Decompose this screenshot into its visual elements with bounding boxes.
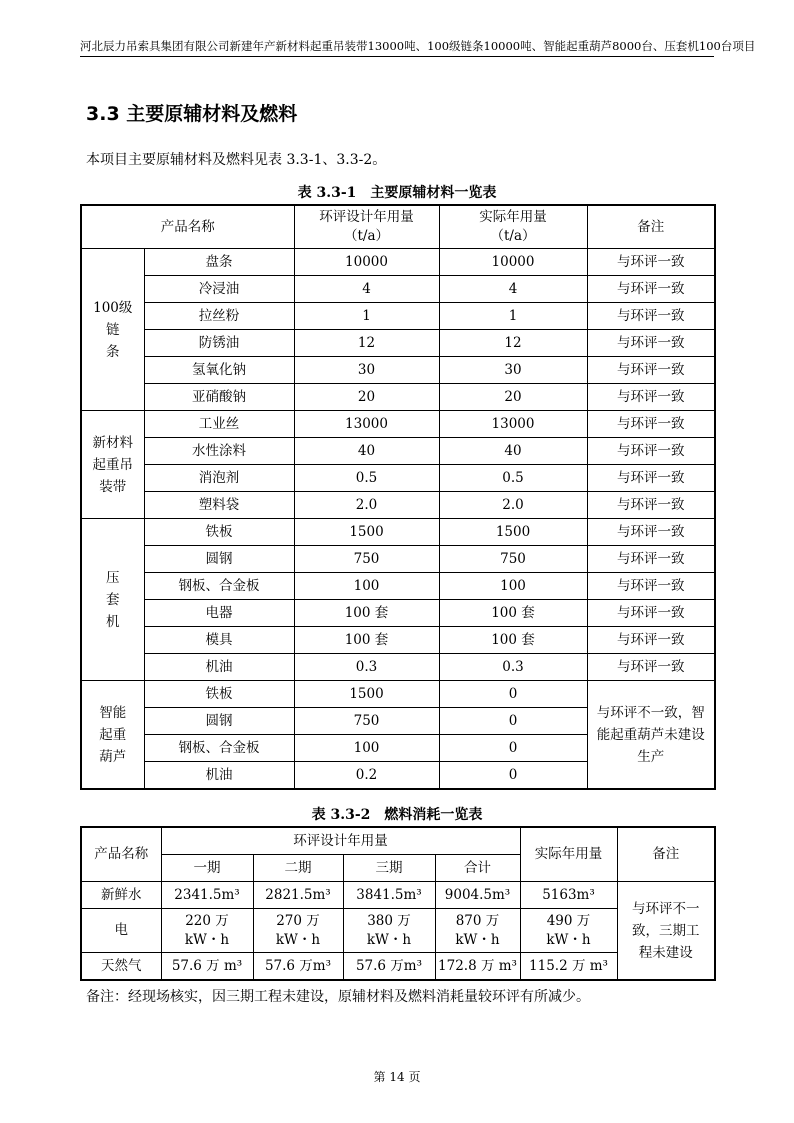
actual-usage: 10000 <box>439 249 587 276</box>
group-name: 智能 起重 葫芦 <box>81 681 144 790</box>
eia-usage: 40 <box>294 438 439 465</box>
fuel-name: 天然气 <box>81 953 161 981</box>
table-row <box>81 465 715 492</box>
material-name: 模具 <box>144 627 294 654</box>
t2-header-eia: 环评设计年用量 <box>161 827 520 855</box>
actual-usage: 13000 <box>439 411 587 438</box>
table2-caption: 表 3.3-2 燃料消耗一览表 <box>311 807 483 823</box>
group-name: 100级 链 条 <box>81 249 144 411</box>
actual-usage: 30 <box>439 357 587 384</box>
material-name: 铁板 <box>144 681 294 708</box>
table-row <box>81 357 715 384</box>
phase3-usage: 3841.5m³ <box>343 882 435 909</box>
eia-usage: 4 <box>294 276 439 303</box>
remark: 与环评一致 <box>587 276 715 303</box>
material-name: 工业丝 <box>144 411 294 438</box>
material-name: 防锈油 <box>144 330 294 357</box>
header-remark: 备注 <box>587 205 715 249</box>
remark: 与环评一致 <box>587 249 715 276</box>
table-row <box>81 276 715 303</box>
fuel-name: 电 <box>81 909 161 953</box>
header-product: 产品名称 <box>81 205 294 249</box>
t2-header-total: 合计 <box>435 855 520 882</box>
eia-usage: 0.3 <box>294 654 439 681</box>
phase3-usage: 57.6 万m³ <box>343 953 435 981</box>
eia-usage: 20 <box>294 384 439 411</box>
table-row <box>81 600 715 627</box>
material-name: 拉丝粉 <box>144 303 294 330</box>
actual-usage: 2.0 <box>439 492 587 519</box>
remark: 与环评一致 <box>587 411 715 438</box>
material-name: 塑料袋 <box>144 492 294 519</box>
material-name: 机油 <box>144 762 294 790</box>
table-row <box>81 681 715 708</box>
phase1-usage: 57.6 万 m³ <box>161 953 253 981</box>
remark: 与环评一致 <box>587 330 715 357</box>
t2-header-product: 产品名称 <box>81 827 161 882</box>
raw-materials-table <box>80 204 716 790</box>
total-usage: 172.8 万 m³ <box>435 953 520 981</box>
actual-usage: 750 <box>439 546 587 573</box>
eia-usage: 30 <box>294 357 439 384</box>
page-header: 河北辰力吊索具集团有限公司新建年产新材料起重吊装带13000吨、100级链条10000吨、智能起重葫芦8000台、压套机100台项目 <box>80 36 714 57</box>
eia-usage: 750 <box>294 708 439 735</box>
group-name: 新材料 起重吊 装带 <box>81 411 144 519</box>
table-row <box>81 330 715 357</box>
remark: 与环评一致 <box>587 546 715 573</box>
total-usage: 870 万 kW・h <box>435 909 520 953</box>
t2-header-phase3: 三期 <box>343 855 435 882</box>
actual-usage: 100 <box>439 573 587 600</box>
actual-usage: 0.3 <box>439 654 587 681</box>
t2-header-phase1: 一期 <box>161 855 253 882</box>
table-row <box>81 519 715 546</box>
remark: 与环评一致 <box>587 357 715 384</box>
fuel-name: 新鲜水 <box>81 882 161 909</box>
table-row <box>81 654 715 681</box>
eia-usage: 100 套 <box>294 600 439 627</box>
eia-usage: 10000 <box>294 249 439 276</box>
material-name: 盘条 <box>144 249 294 276</box>
actual-usage: 12 <box>439 330 587 357</box>
eia-usage: 750 <box>294 546 439 573</box>
remark-merged: 与环评不一致，三期工程未建设 <box>617 882 715 981</box>
remark: 与环评一致 <box>587 438 715 465</box>
page-number: 第 14 页 <box>373 1070 421 1084</box>
table-row <box>81 627 715 654</box>
eia-usage: 0.2 <box>294 762 439 790</box>
header-eia-usage <box>294 205 439 249</box>
phase1-usage: 220 万 kW・h <box>161 909 253 953</box>
remark: 与环评一致 <box>587 384 715 411</box>
table-row <box>81 573 715 600</box>
actual-usage: 0 <box>439 681 587 708</box>
material-name: 圆钢 <box>144 708 294 735</box>
actual-usage: 5163m³ <box>520 882 617 909</box>
remark: 与环评一致 <box>587 492 715 519</box>
remark-merged: 与环评不一致，智能起重葫芦未建设生产 <box>587 681 715 790</box>
eia-usage: 1500 <box>294 519 439 546</box>
eia-usage: 0.5 <box>294 465 439 492</box>
remark: 与环评一致 <box>587 573 715 600</box>
phase2-usage: 2821.5m³ <box>253 882 343 909</box>
phase3-usage: 380 万 kW・h <box>343 909 435 953</box>
remark: 与环评一致 <box>587 303 715 330</box>
material-name: 氢氧化钠 <box>144 357 294 384</box>
header-eia-usage-line1: 环评设计年用量 <box>319 209 414 225</box>
total-usage: 9004.5m³ <box>435 882 520 909</box>
material-name: 亚硝酸钠 <box>144 384 294 411</box>
actual-usage: 0.5 <box>439 465 587 492</box>
table-row <box>81 492 715 519</box>
actual-usage: 20 <box>439 384 587 411</box>
phase2-usage: 270 万 kW・h <box>253 909 343 953</box>
table-row <box>81 546 715 573</box>
t2-header-phase2: 二期 <box>253 855 343 882</box>
table-row <box>81 249 715 276</box>
actual-usage: 490 万 kW・h <box>520 909 617 953</box>
header-actual-usage-unit: （t/a） <box>490 228 536 244</box>
table-row <box>81 882 715 909</box>
remark: 与环评一致 <box>587 600 715 627</box>
actual-usage: 115.2 万 m³ <box>520 953 617 981</box>
header-actual-usage <box>439 205 587 249</box>
intro-paragraph: 本项目主要原辅材料及燃料见表 3.3-1、3.3-2。 <box>86 152 387 168</box>
note: 备注：经现场核实，因三期工程未建设，原辅材料及燃料消耗量较环评有所减少。 <box>86 989 590 1005</box>
header-eia-usage-unit: （t/a） <box>343 228 390 244</box>
material-name: 电器 <box>144 600 294 627</box>
material-name: 圆钢 <box>144 546 294 573</box>
eia-usage: 2.0 <box>294 492 439 519</box>
eia-usage: 100 <box>294 573 439 600</box>
remark: 与环评一致 <box>587 627 715 654</box>
eia-usage: 12 <box>294 330 439 357</box>
actual-usage: 0 <box>439 708 587 735</box>
actual-usage: 0 <box>439 762 587 790</box>
material-name: 机油 <box>144 654 294 681</box>
eia-usage: 1 <box>294 303 439 330</box>
phase2-usage: 57.6 万m³ <box>253 953 343 981</box>
eia-usage: 100 套 <box>294 627 439 654</box>
actual-usage: 4 <box>439 276 587 303</box>
eia-usage: 1500 <box>294 681 439 708</box>
material-name: 冷浸油 <box>144 276 294 303</box>
table-row <box>81 303 715 330</box>
actual-usage: 0 <box>439 735 587 762</box>
material-name: 钢板、合金板 <box>144 735 294 762</box>
table-row <box>81 438 715 465</box>
actual-usage: 100 套 <box>439 600 587 627</box>
phase1-usage: 2341.5m³ <box>161 882 253 909</box>
t2-header-remark: 备注 <box>617 827 715 882</box>
t2-header-actual: 实际年用量 <box>520 827 617 882</box>
actual-usage: 1500 <box>439 519 587 546</box>
actual-usage: 40 <box>439 438 587 465</box>
remark: 与环评一致 <box>587 654 715 681</box>
material-name: 铁板 <box>144 519 294 546</box>
table-row <box>81 411 715 438</box>
actual-usage: 100 套 <box>439 627 587 654</box>
fuel-consumption-table <box>80 826 716 981</box>
group-name: 压 套 机 <box>81 519 144 681</box>
table1-caption: 表 3.3-1 主要原辅材料一览表 <box>297 185 497 201</box>
material-name: 水性涂料 <box>144 438 294 465</box>
eia-usage: 13000 <box>294 411 439 438</box>
remark: 与环评一致 <box>587 465 715 492</box>
section-title: 3.3 主要原辅材料及燃料 <box>86 103 298 125</box>
remark: 与环评一致 <box>587 519 715 546</box>
eia-usage: 100 <box>294 735 439 762</box>
actual-usage: 1 <box>439 303 587 330</box>
material-name: 钢板、合金板 <box>144 573 294 600</box>
header-actual-usage-line1: 实际年用量 <box>479 209 547 225</box>
table-row <box>81 384 715 411</box>
material-name: 消泡剂 <box>144 465 294 492</box>
